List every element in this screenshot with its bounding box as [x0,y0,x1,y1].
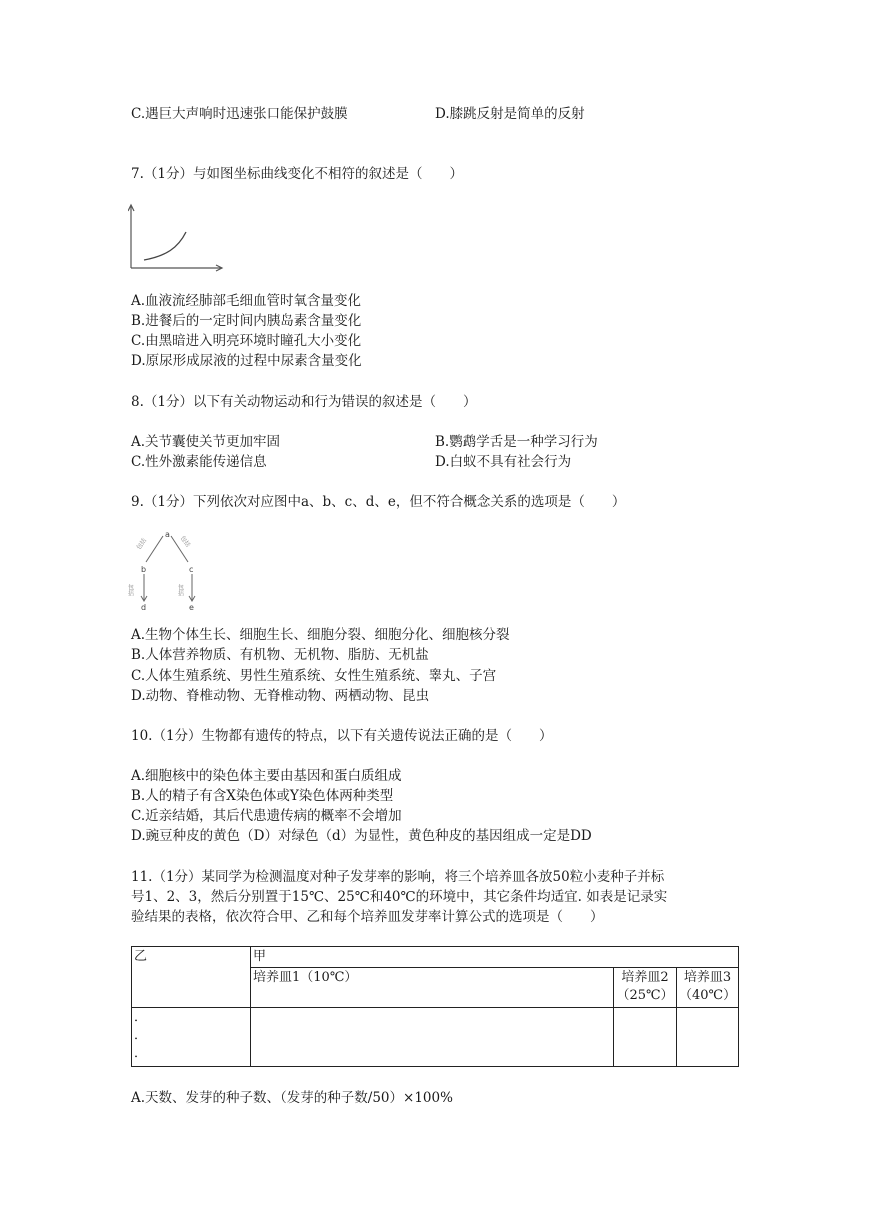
q7-option-a: A.血液流经肺部毛细血管时氧含量变化 [131,293,362,309]
q9-label-left-bottom: 包括 [127,584,134,596]
q7-option-d: D.原尿形成尿液的过程中尿素含量变化 [131,353,362,369]
q7-option-b: B.进餐后的一定时间内胰岛素含量变化 [131,313,362,329]
table-cell-dots: ． ． ． [132,1008,251,1067]
q10-option-a: A.细胞核中的染色体主要由基因和蛋白质组成 [131,768,402,784]
table-cell-empty-1 [251,1008,614,1067]
q9-label-left-top: 包括 [135,537,149,552]
q7-coordinate-graph [128,202,228,272]
q8-option-a: A.关节囊使关节更加牢固 [131,434,281,450]
q9-node-d: d [141,603,147,612]
q10-option-d: D.豌豆种皮的黄色（D）对绿色（d）为显性，黄色种皮的基因组成一定是DD [131,828,592,844]
q6-option-c: C.遇巨大声响时迅速张口能保护鼓膜 [131,106,348,122]
q10-option-b: B.人的精子有含X染色体或Y染色体两种类型 [131,788,394,804]
q10-option-c: C.近亲结婚，其后代患遗传病的概率不会增加 [131,808,402,824]
q9-option-d: D.动物、脊椎动物、无脊椎动物、两栖动物、昆虫 [131,688,430,704]
table-cell-empty-2 [614,1008,677,1067]
table-cell-dish1: 培养皿1（10℃） [251,968,614,1008]
q9-option-a: A.生物个体生长、细胞生长、细胞分裂、细胞分化、细胞核分裂 [131,627,510,643]
q8-stem: 8.（1分）以下有关动物运动和行为错误的叙述是（ ） [131,394,477,410]
q8-option-d: D.白蚁不具有社会行为 [435,454,572,470]
q8-option-b: B.鹦鹉学舌是一种学习行为 [435,434,598,450]
q8-option-c: C.性外激素能传递信息 [131,454,267,470]
q9-node-c: c [189,565,194,574]
q6-option-d: D.膝跳反射是简单的反射 [435,106,585,122]
q9-node-a: a [165,530,170,539]
q11-option-a: A.天数、发芽的种子数、（发芽的种子数/50）×100% [131,1090,453,1106]
q10-stem: 10.（1分）生物都有遗传的特点，以下有关遗传说法正确的是（ ） [131,728,553,744]
q9-node-b: b [141,565,147,574]
q11-stem-line-3: 验结果的表格，依次符合甲、乙和每个培养皿发芽率计算公式的选项是（ ） [131,909,604,925]
q11-stem-line-1: 11.（1分）某同学为检测温度对种子发芽率的影响，将三个培养皿各放50粒小麦种子并标 [131,869,665,885]
q11-experiment-table [131,946,739,1067]
q7-option-c: C.由黑暗进入明亮环境时瞳孔大小变化 [131,333,362,349]
table-cell-dish3: 培养皿3 （40℃） [677,968,739,1008]
table-cell-empty-3 [677,1008,739,1067]
q9-option-b: B.人体营养物质、有机物、无机物、脂肪、无机盐 [131,647,429,663]
table-cell-dish2: 培养皿2 （25℃） [614,968,677,1008]
table-cell-jia: 甲 [251,947,739,968]
q9-label-right-bottom: 包括 [176,584,184,596]
q9-stem: 9.（1分）下列依次对应图中a、b、c、d、e，但不符合概念关系的选项是（ ） [131,494,626,510]
q11-stem-line-2: 号1、2、3，然后分别置于15℃、25℃和40℃的环境中，其它条件均适宜. 如表是记录实 [131,889,668,905]
q9-option-c: C.人体生殖系统、男性生殖系统、女性生殖系统、睾丸、子宫 [131,668,497,684]
q9-label-right-top: 包括 [178,534,192,549]
q7-stem: 7.（1分）与如图坐标曲线变化不相符的叙述是（ ） [131,166,463,182]
table-cell-yi: 乙 [132,947,251,1008]
q9-concept-diagram [127,528,207,613]
q9-node-e: e [189,603,194,612]
